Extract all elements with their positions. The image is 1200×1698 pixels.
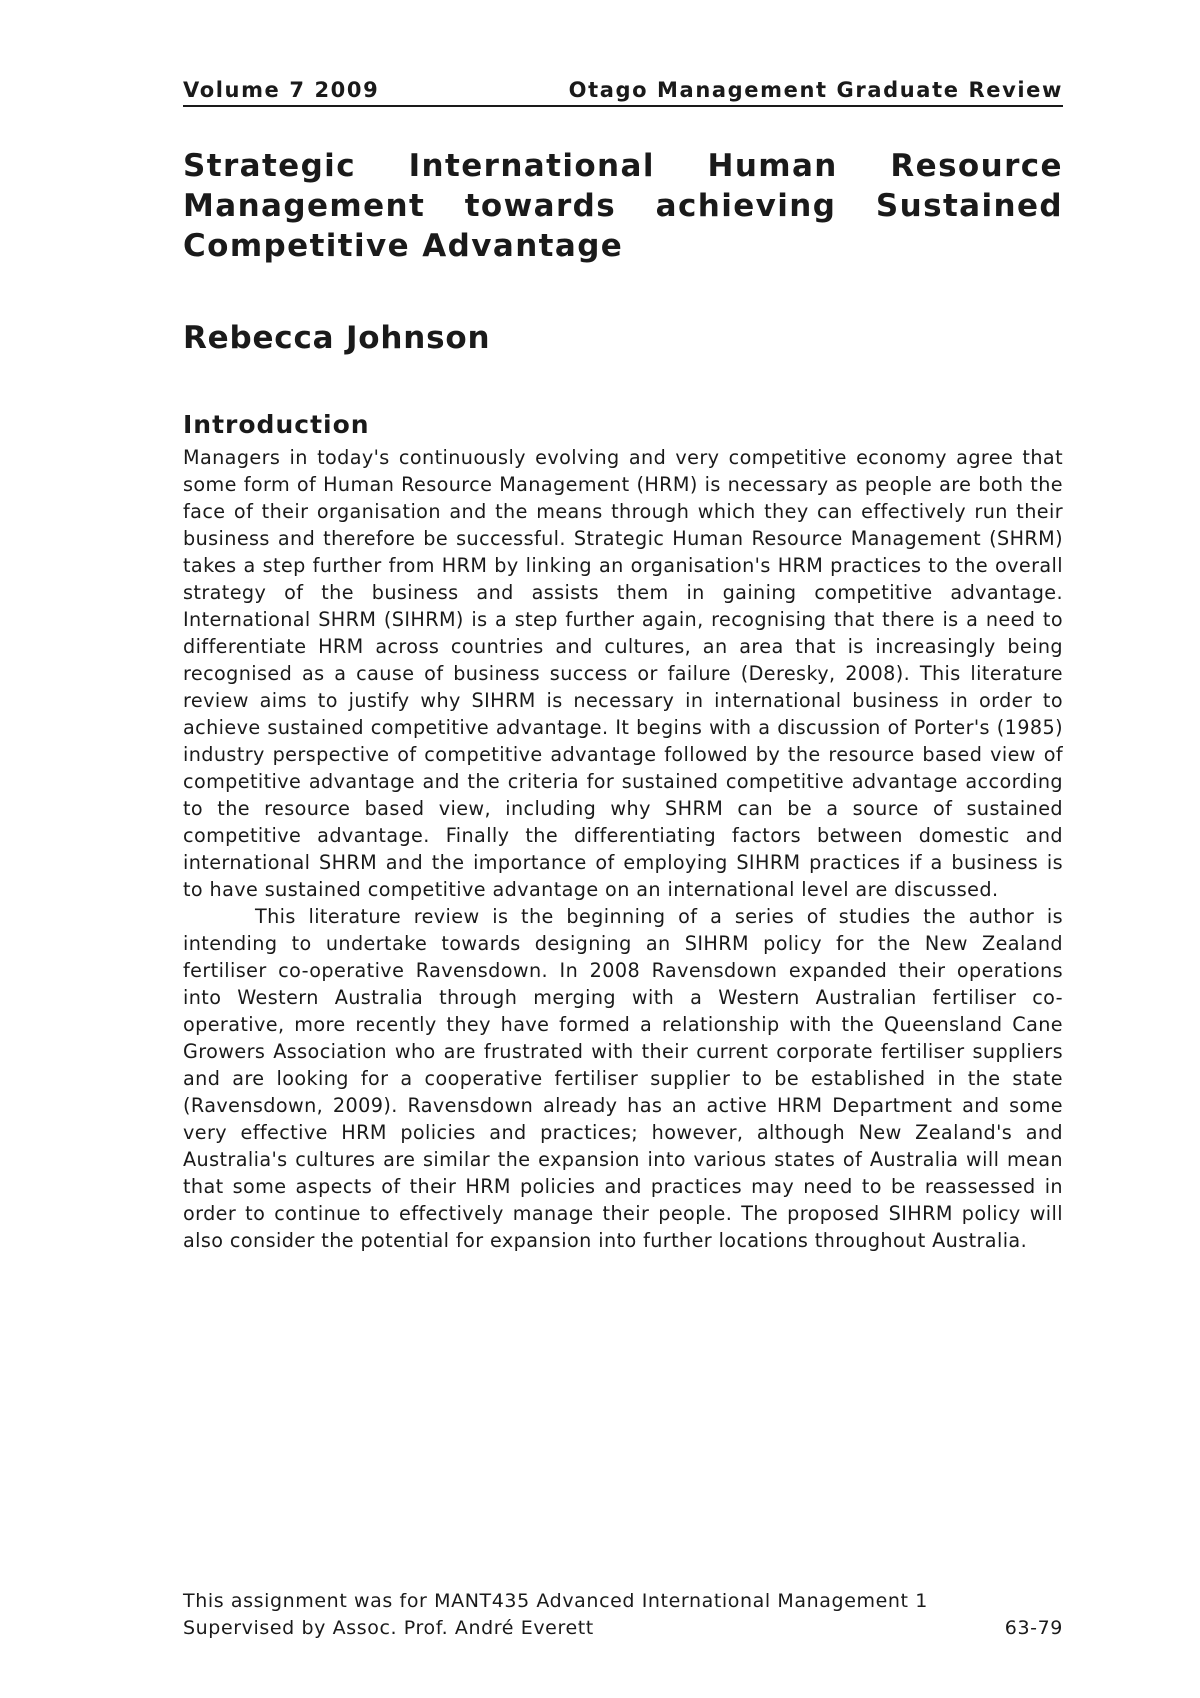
author-name: Rebecca Johnson — [183, 320, 491, 356]
volume-label: Volume 7 2009 — [183, 78, 380, 102]
article-title: Strategic International Human Resource Management towards achieving Sustained Competitive Advantage — [183, 148, 1063, 264]
running-header — [183, 72, 1063, 107]
footer-note: This assignment was for MANT435 Advanced International Management 1 — [183, 1590, 928, 1612]
footer-supervisor: Supervised by Assoc. Prof. André Everett — [183, 1617, 594, 1639]
journal-name: Otago Management Graduate Review — [568, 78, 1063, 102]
article-body — [183, 444, 1063, 1254]
page-footer — [183, 1588, 1063, 1642]
paragraph-2: This literature review is the beginning of a series of studies the author is intending to undertake towards designing an SIHRM policy for the New Zealand fertiliser co-operative Ravensdown. In 2008 Ravensdown expanded their operations into Western Australia through merging with a Western Australian fertiliser co-operative, more recently they have formed a relationship with the Queensland Cane Growers Association who are frustrated with their current corporate fertiliser suppliers and are looking for a cooperative fertiliser supplier to be established in the state (Ravensdown, 2009). Ravensdown already has an active HRM Department and some very effective HRM policies and practices; however, although New Zealand's and Australia's cultures are similar the expansion into various states of Australia will mean that some aspects of their HRM policies and practices may need to be reassessed in order to continue to effectively manage their people. The proposed SIHRM policy will also consider the potential for expansion into further locations throughout Australia. — [183, 905, 1063, 1252]
page-range: 63-79 — [1004, 1617, 1063, 1639]
section-heading-introduction: Introduction — [183, 410, 370, 439]
footer-row — [183, 1615, 1063, 1642]
paragraph-1: Managers in today's continuously evolving and very competitive economy agree that some form of Human Resource Management (HRM) is necessary as people are both the face of their organisation and the means through which they can effectively run their business and therefore be successful. Strategic Human Resource Management (SHRM) takes a step further from HRM by linking an organisation's HRM practices to the overall strategy of the business and assists them in gaining competitive advantage. International SHRM (SIHRM) is a step further again, recognising that there is a need to differentiate HRM across countries and cultures, an area that is increasingly being recognised as a cause of business success or failure (Deresky, 2008). This literature review aims to justify why SIHRM is necessary in international business in order to achieve sustained competitive advantage. It begins with a discussion of Porter's (1985) industry perspective of competitive advantage followed by the resource based view of competitive advantage and the criteria for sustained competitive advantage according to the resource based view, including why SHRM can be a source of sustained competitive advantage. Finally the differentiating factors between domestic and international SHRM and the importance of employing SIHRM practices if a business is to have sustained competitive advantage on an international level are discussed. — [183, 446, 1063, 901]
journal-page — [183, 0, 1063, 1698]
